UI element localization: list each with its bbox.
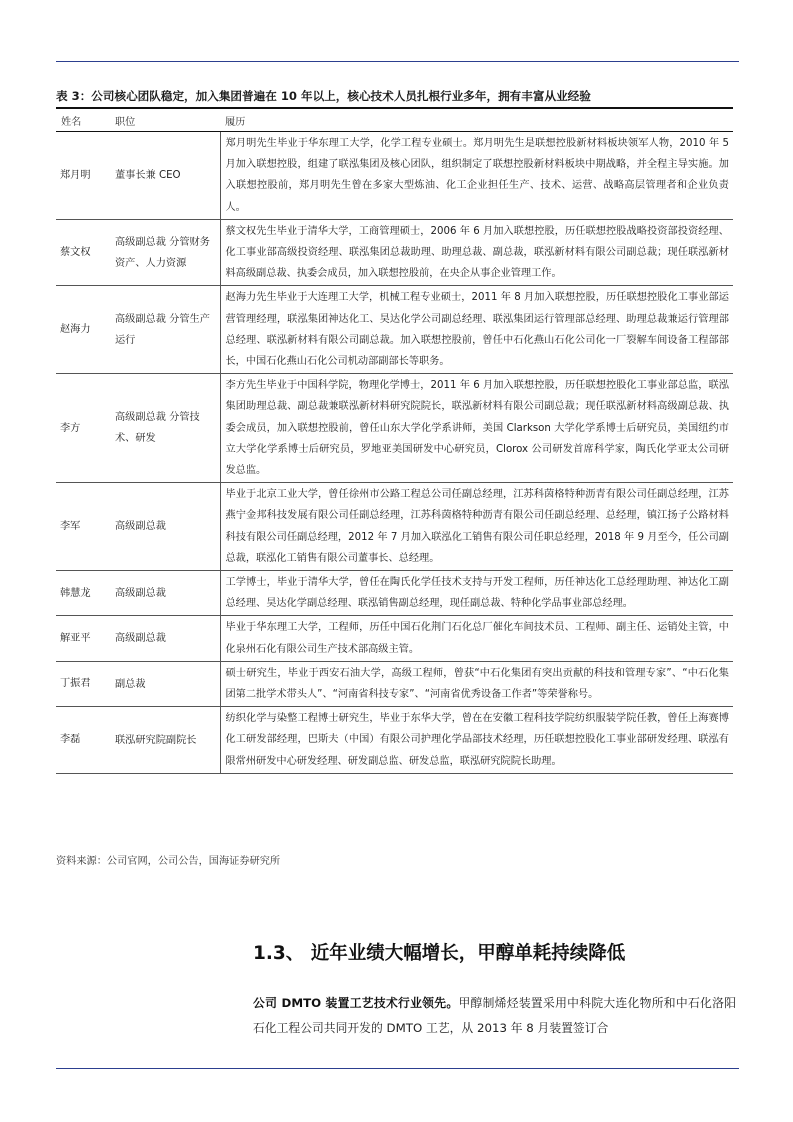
person-position: 高级副总裁	[110, 571, 220, 616]
person-bio: 郑月明先生毕业于华东理工大学，化学工程专业硕士。郑月明先生是联想控股新材料板块领军人物，2010 年 5 月加入联想控股，组建了联泓集团及核心团队，组织制定了联想控股新材料板块中期战略，并全程主导实施。加入联想控股前，郑月明先生曾在多家大型炼油、化工企业担任生产、技术、运营、战略高层管理者和企业负责人。	[220, 132, 733, 220]
person-position: 董事长兼 CEO	[110, 132, 220, 220]
person-position: 高级副总裁 分管技术、研发	[110, 374, 220, 483]
person-name: 蔡文权	[56, 219, 110, 286]
person-position: 联泓研究院副院长	[110, 707, 220, 774]
person-position: 高级副总裁	[110, 616, 220, 661]
paragraph-lead: 公司 DMTO 装置工艺技术行业领先。	[253, 996, 459, 1010]
person-position: 高级副总裁 分管生产运行	[110, 286, 220, 374]
person-bio: 纺织化学与染整工程博士研究生，毕业于东华大学，曾在在安徽工程科技学院纺织服装学院任教，曾任上海赛博化工研发部经理，巴斯夫（中国）有限公司护理化学品部技术经理，历任联想控股化工事业部研发经理、联泓有限常州研发中心研发经理、研发副总监、研发总监，联泓研究院院长助理。	[220, 707, 733, 774]
table-row	[56, 286, 733, 374]
table-row	[56, 571, 733, 616]
table-row	[56, 132, 733, 220]
person-bio: 毕业于北京工业大学，曾任徐州市公路工程总公司任副总经理，江苏科茵格特种沥青有限公司任副总经理，江苏燕宁金邦科技发展有限公司任副总经理，江苏科茵格特种沥青有限公司任副总经理、总经理，镇江扬子公路材料科技有限公司任副总经理，2012 年 7 月加入联泓化工销售有限公司任职总经理，2018 年 9 月至今，任公司副总裁，联泓化工销售有限公司董事长、总经理。	[220, 483, 733, 571]
table-source-note: 资料来源：公司官网，公司公告，国海证券研究所	[56, 856, 281, 867]
section-paragraph	[253, 991, 736, 1040]
table-row	[56, 374, 733, 483]
table-row	[56, 616, 733, 661]
table-row	[56, 707, 733, 774]
person-name: 赵海力	[56, 286, 110, 374]
person-position: 高级副总裁	[110, 483, 220, 571]
table-header-row	[56, 108, 733, 132]
person-name: 李磊	[56, 707, 110, 774]
person-position: 高级副总裁 分管财务资产、人力资源	[110, 219, 220, 286]
person-name: 李方	[56, 374, 110, 483]
table-caption: 表 3：公司核心团队稳定，加入集团普遍在 10 年以上，核心技术人员扎根行业多年，拥有丰富从业经验	[56, 89, 591, 103]
person-name: 丁振君	[56, 661, 110, 706]
person-name: 郑月明	[56, 132, 110, 220]
table-row	[56, 483, 733, 571]
person-bio: 工学博士，毕业于清华大学，曾任在陶氏化学任技术支持与开发工程师，历任神达化工总经理助理、神达化工副总经理、昊达化学副总经理、联泓销售副总经理，现任副总裁、特种化学品事业部总经理。	[220, 571, 733, 616]
person-bio: 毕业于华东理工大学，工程师，历任中国石化荆门石化总厂催化车间技术员、工程师、副主任、运销处主管，中化泉州石化有限公司生产技术部高级主管。	[220, 616, 733, 661]
header-rule	[56, 61, 739, 62]
core-team-table	[56, 107, 733, 774]
person-name: 解亚平	[56, 616, 110, 661]
table-row	[56, 219, 733, 286]
table-row	[56, 661, 733, 706]
person-name: 李军	[56, 483, 110, 571]
person-position: 副总裁	[110, 661, 220, 706]
section-heading: 1.3、 近年业绩大幅增长，甲醇单耗持续降低	[253, 943, 626, 964]
paragraph-text: 甲醇制烯烃装置采用中科院大连化物所和中石化洛阳石化工程公司共同开发的 DMTO 工艺，从 2013 年 8 月装置签订合	[253, 996, 736, 1035]
header-position: 职位	[110, 108, 220, 132]
person-bio: 硕士研究生，毕业于西安石油大学，高级工程师，曾获“中石化集团有突出贡献的科技和管理专家”、“中石化集团第二批学术带头人”、“河南省科技专家”、“河南省优秀设备工作者”等荣誉称号。	[220, 661, 733, 706]
footer-rule	[56, 1068, 739, 1069]
header-bio: 履历	[220, 108, 733, 132]
person-bio: 蔡文权先生毕业于清华大学，工商管理硕士，2006 年 6 月加入联想控股，历任联想控股战略投资部投资经理、化工事业部高级投资经理、联泓集团总裁助理、助理总裁、副总裁，联泓新材料有限公司副总裁；现任联泓新材料高级副总裁、执委会成员，加入联想控股前，在央企从事企业管理工作。	[220, 219, 733, 286]
person-bio: 赵海力先生毕业于大连理工大学，机械工程专业硕士，2011 年 8 月加入联想控股，历任联想控股化工事业部运营管理经理，联泓集团神达化工、昊达化学公司副总经理、联泓集团运行管理部总经理、助理总裁兼运行管理部总经理、联泓新材料有限公司副总裁。加入联想控股前，曾任中石化燕山石化公司化一厂裂解车间设备工程部部长，中国石化燕山石化公司机动部副部长等职务。	[220, 286, 733, 374]
header-name: 姓名	[56, 108, 110, 132]
person-name: 韩慧龙	[56, 571, 110, 616]
person-bio: 李方先生毕业于中国科学院，物理化学博士，2011 年 6 月加入联想控股，历任联想控股化工事业部总监，联泓集团助理总裁、副总裁兼联泓新材料研究院院长，联泓新材料有限公司副总裁；现任联泓新材料高级副总裁、执委会成员，加入联想控股前，曾任山东大学化学系讲师，美国 Clarkson 大学化学系博士后研究员，美国纽约市立大学化学系博士后研究员，罗地亚美国研发中心研究员，Clorox 公司研发首席科学家，陶氏化学亚太公司研发总监。	[220, 374, 733, 483]
